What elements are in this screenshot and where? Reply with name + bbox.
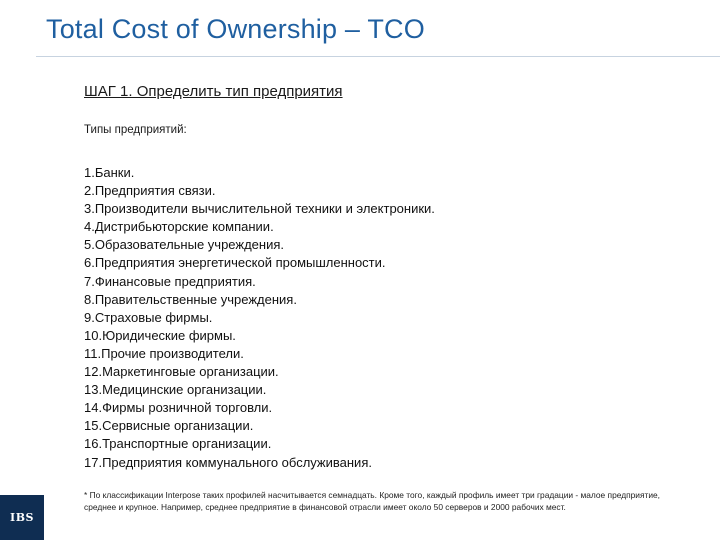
list-item: 8.Правительственные учреждения. xyxy=(84,291,297,307)
ibs-logo xyxy=(0,495,44,540)
list-item: 9.Страховые фирмы. xyxy=(84,309,213,325)
list-item: 7.Финансовые предприятия. xyxy=(84,273,256,289)
types-label: Типы предприятий: xyxy=(84,124,187,136)
list-item: 5.Образовательные учреждения. xyxy=(84,237,284,253)
list-item: 16.Транспортные организации. xyxy=(84,436,272,452)
footnote: * По классификации Interpose таких профилей насчитывается семнадцать. Кроме того, каждый профиль имеет три градации - малое предприятие, среднее и крупное. Например, среднее предприятие в финансовой отрасли имеет около 50 серверов и 2000 рабочих мест. xyxy=(84,490,661,512)
enterprise-type-list xyxy=(84,164,435,472)
list-item: 17.Предприятия коммунального обслуживания. xyxy=(84,454,372,470)
step-heading: ШАГ 1. Определить тип предприятия xyxy=(84,83,343,100)
list-item: 14.Фирмы розничной торговли. xyxy=(84,400,273,416)
list-item: 11.Прочие производители. xyxy=(84,345,244,361)
page-title: Total Cost of Ownership – TCO xyxy=(46,14,425,44)
left-margin xyxy=(0,0,36,540)
list-item: 15.Сервисные организации. xyxy=(84,418,254,434)
list-item: 2.Предприятия связи. xyxy=(84,183,216,199)
list-item: 3.Производители вычислительной техники и электроники. xyxy=(84,201,435,217)
title-divider xyxy=(36,56,720,57)
list-item: 13.Медицинские организации. xyxy=(84,382,267,398)
logo-text: IBS xyxy=(10,511,34,524)
list-item: 4.Дистрибьюторские компании. xyxy=(84,219,274,235)
list-item: 10.Юридические фирмы. xyxy=(84,327,236,343)
list-item: 1.Банки. xyxy=(84,165,135,180)
list-item: 6.Предприятия энергетической промышленности. xyxy=(84,255,386,271)
list-item: 12.Маркетинговые организации. xyxy=(84,364,279,380)
